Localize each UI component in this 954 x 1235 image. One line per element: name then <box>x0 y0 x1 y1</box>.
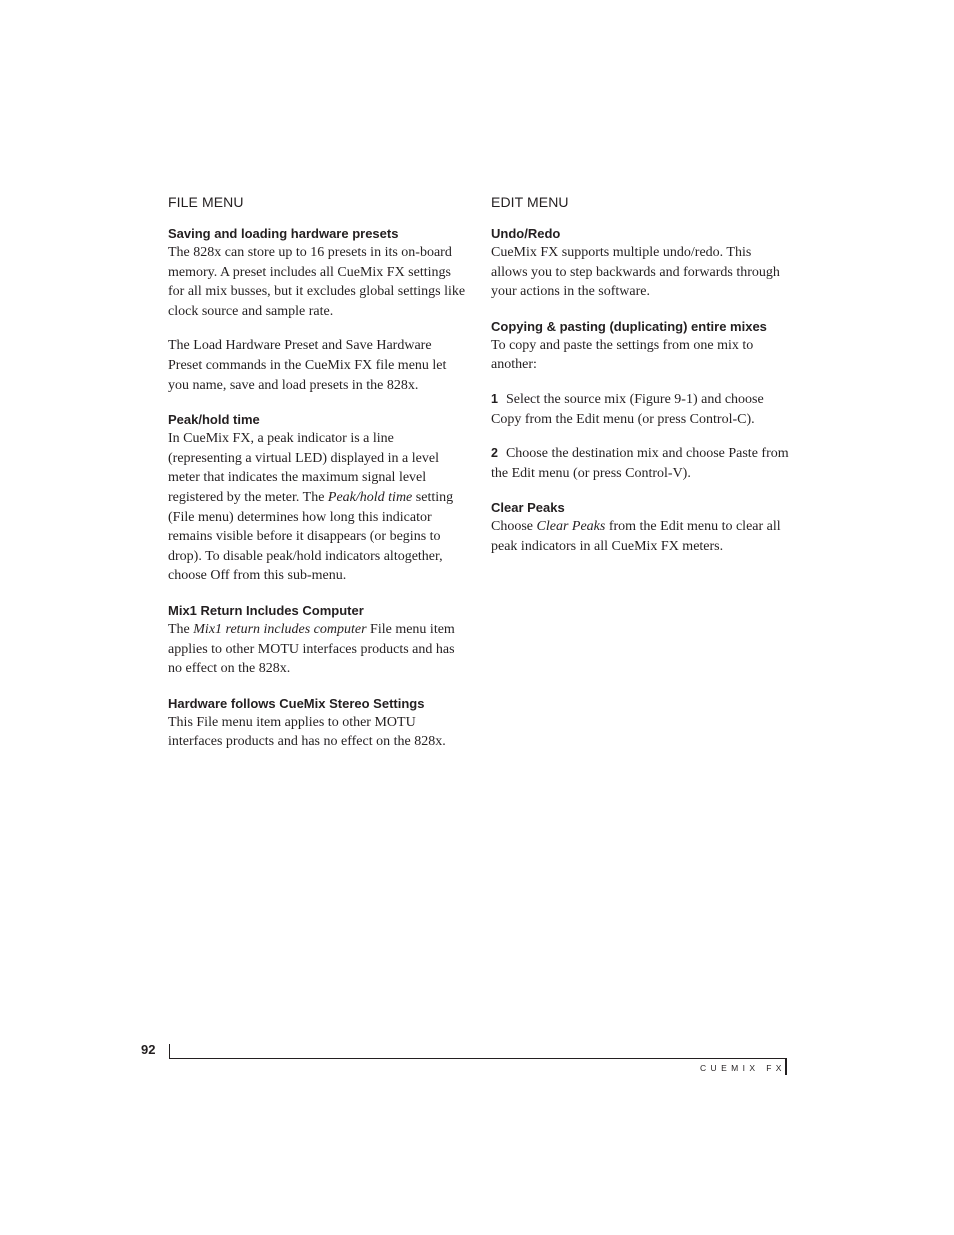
step-number: 1 <box>491 391 498 406</box>
subsection-title: Hardware follows CueMix Stereo Settings <box>168 695 425 711</box>
step-item <box>491 390 791 429</box>
subsection-title: Peak/hold time <box>168 412 260 428</box>
text-run: The <box>168 621 194 637</box>
subsection-saving-loading-presets <box>168 225 466 395</box>
italic-term: Mix1 return includes computer <box>193 621 367 637</box>
body-paragraph <box>168 429 466 586</box>
right-column <box>491 193 791 573</box>
subsection-clear-peaks <box>491 499 791 556</box>
section-heading-file-menu: FILE MENU <box>168 194 244 210</box>
subsection-copy-paste-mixes <box>491 318 791 484</box>
italic-term: Clear Peaks <box>536 519 606 535</box>
subsection-title: Undo/Redo <box>491 226 561 241</box>
footer-rule <box>169 1058 786 1059</box>
body-paragraph: The Load Hardware Preset and Save Hardware Preset commands in the CueMix FX file menu let you name, save and load presets in the 828x. <box>168 338 447 393</box>
page-number: 92 <box>141 1042 156 1057</box>
text-run: In CueMix FX, a peak indicator is a line (representing a virtual LED) displayed in a level meter that indicates the maximum signal level registered by the meter. The <box>168 431 439 505</box>
text-run: setting (File menu) determines how long this indicator remains visible before it disappears (or begins to drop). To disable peak/hold indicators altogether, choose Off from this sub-menu. <box>168 489 454 584</box>
body-paragraph <box>491 517 791 556</box>
body-paragraph: CueMix FX supports multiple undo/redo. This allows you to step backwards and forwards through your actions in the software. <box>491 245 780 300</box>
body-paragraph: This File menu item applies to other MOTU interfaces products and has no effect on the 828x. <box>168 714 446 750</box>
subsection-mix1-return <box>168 602 466 679</box>
step-number: 2 <box>491 446 498 461</box>
body-paragraph: To copy and paste the settings from one mix to another: <box>491 337 754 373</box>
subsection-title: Mix1 Return Includes Computer <box>168 602 364 618</box>
subsection-peak-hold-time <box>168 411 466 586</box>
italic-term: Peak/hold time <box>327 489 413 505</box>
subsection-title: Saving and loading hardware presets <box>168 226 399 241</box>
running-head: CUEMIX FX <box>700 1063 786 1073</box>
subsection-hardware-follows <box>168 695 466 752</box>
step-text: Select the source mix (Figure 9-1) and choose Copy from the Edit menu (or press Control-C). <box>491 391 764 427</box>
body-paragraph <box>168 620 466 679</box>
text-run: from the Edit menu to clear all peak indicators in all CueMix FX meters. <box>491 519 781 554</box>
left-column <box>168 193 466 768</box>
body-paragraph: The 828x can store up to 16 presets in its on-board memory. A preset includes all CueMix FX settings for all mix busses, but it excludes global settings like clock source and sample rate. <box>168 245 466 319</box>
subsection-undo-redo <box>491 225 791 302</box>
footer-left-tick <box>169 1044 170 1058</box>
section-heading-edit-menu: EDIT MENU <box>491 194 569 210</box>
step-item <box>491 444 791 483</box>
subsection-title: Copying & pasting (duplicating) entire mixes <box>491 318 767 334</box>
subsection-title: Clear Peaks <box>491 500 565 516</box>
step-text: Choose the destination mix and choose Paste from the Edit menu (or press Control-V). <box>491 446 789 481</box>
text-run: File menu item applies to other MOTU interfaces products and has no effect on the 828x. <box>168 621 455 677</box>
text-run: Choose <box>491 519 537 535</box>
